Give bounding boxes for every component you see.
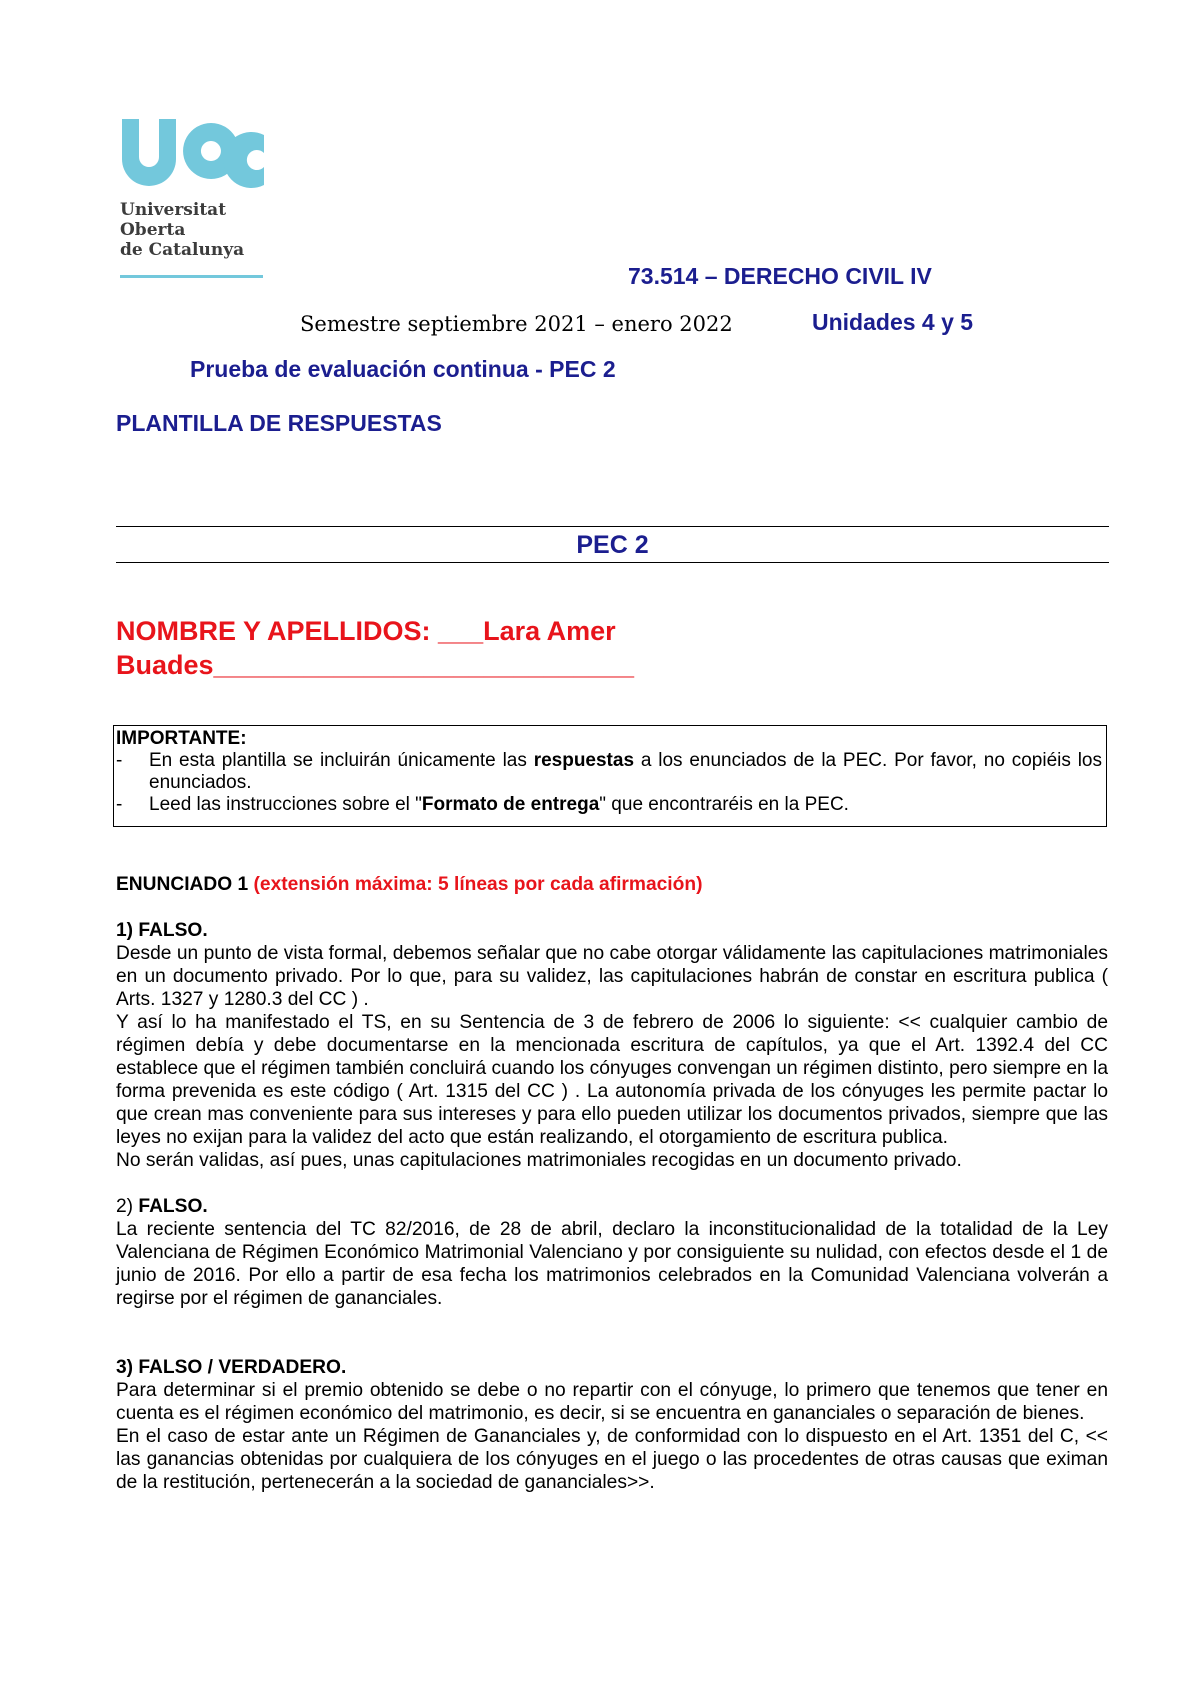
item2-text-post: " que encontraréis en la PEC. bbox=[599, 794, 849, 815]
enunciado-note: (extensión máxima: 5 líneas por cada afirmación) bbox=[253, 874, 703, 895]
important-item-2 bbox=[116, 794, 1102, 816]
uoc-logo-mark bbox=[118, 115, 268, 285]
logo-line2: Oberta bbox=[120, 220, 186, 240]
uoc-logo bbox=[118, 115, 268, 285]
answer-2-number: 2) bbox=[116, 1196, 139, 1217]
bullet-dash: - bbox=[116, 794, 123, 815]
answer-2-title bbox=[116, 1195, 1108, 1218]
divider-top bbox=[116, 526, 1109, 527]
answers-content bbox=[116, 873, 1108, 1494]
item1-text-post: a los enunciados de la PEC. Por favor, no copiéis los enunciados. bbox=[149, 750, 1102, 793]
answer-2-verdict: FALSO. bbox=[138, 1196, 208, 1217]
answer-1-title: 1) FALSO. bbox=[116, 920, 208, 941]
enunciado-heading bbox=[116, 873, 1108, 896]
answer-1-paragraph-1: Desde un punto de vista formal, debemos señalar que no cabe otorgar válidamente las capitulaciones matrimoniales en un documento privado. Por lo que, para su validez, las capitulaciones habrán de constar en escritura publica ( Arts. 1327 y 1280.3 del CC ) . bbox=[116, 943, 1108, 1010]
item1-text-pre: En esta plantilla se incluirán únicamente las bbox=[149, 750, 534, 771]
important-item-1 bbox=[116, 750, 1102, 794]
divider-bottom bbox=[116, 562, 1109, 563]
bullet-dash: - bbox=[116, 750, 123, 771]
item2-text-bold: Formato de entrega bbox=[421, 794, 600, 815]
course-title: 73.514 – DERECHO CIVIL IV bbox=[628, 263, 932, 289]
test-title: Prueba de evaluación continua - PEC 2 bbox=[190, 356, 616, 382]
logo-line1: Universitat bbox=[120, 200, 227, 220]
answer-3-paragraph-2: En el caso de estar ante un Régimen de Gananciales y, de conformidad con lo dispuesto en el Art. 1351 del C, << las ganancias obtenidas por cualquiera de los cónyuges en el juego o las procedentes de otras causas que eximan de la restitución, pertenecerán a la sociedad de gananciales>>. bbox=[116, 1426, 1108, 1493]
answer-1-paragraph-3: No serán validas, así pues, unas capitulaciones matrimoniales recogidas en un documento privado. bbox=[116, 1150, 962, 1171]
student-name bbox=[116, 614, 634, 682]
item1-text-bold: respuestas bbox=[533, 750, 635, 771]
student-name-line1: NOMBRE Y APELLIDOS: ___Lara Amer bbox=[116, 616, 616, 646]
answer-1-paragraph-2: Y así lo ha manifestado el TS, en su Sentencia de 3 de febrero de 2006 lo siguiente: << cualquier cambio de régimen debía y debe documentarse en la mencionada escritura de capítulos, ya que el Art. 1392.4 del CC establece que el régimen también concluirá cuando los cónyuges convengan un régimen distinto, pero siempre en la forma prevenida es este código ( Art. 1315 del CC ) . La autonomía privada de los cónyuges les permite pactar lo que crean mas conveniente para sus intereses y para ello pueden utilizar los documentos privados, siempre que las leyes no exijan para la validez del acto que están realizando, el otorgamiento de escritura publica. bbox=[116, 1012, 1108, 1148]
pec-title: PEC 2 bbox=[576, 531, 649, 559]
answer-2-paragraph-1: La reciente sentencia del TC 82/2016, de 28 de abril, declaro la inconstitucionalidad de la totalidad de la Ley Valenciana de Régimen Económico Matrimonial Valenciano y por consiguiente su nulidad, con efectos desde el 1 de junio de 2016. Por ello a partir de esa fecha los matrimonios celebrados en la Comunidad Valenciana volverán a regirse por el régimen de gananciales. bbox=[116, 1219, 1108, 1309]
logo-line3: de Catalunya bbox=[120, 240, 245, 260]
item2-text-pre: Leed las instrucciones sobre el " bbox=[149, 794, 422, 815]
units-label: Unidades 4 y 5 bbox=[812, 309, 974, 335]
important-heading: IMPORTANTE: bbox=[116, 728, 247, 749]
semester-label: Semestre septiembre 2021 – enero 2022 bbox=[300, 312, 733, 336]
template-title: PLANTILLA DE RESPUESTAS bbox=[116, 410, 442, 436]
student-name-line2: Buades____________________________ bbox=[116, 650, 634, 680]
answer-3-title: 3) FALSO / VERDADERO. bbox=[116, 1357, 347, 1378]
enunciado-label: ENUNCIADO 1 bbox=[116, 874, 254, 895]
answer-3-paragraph-1: Para determinar si el premio obtenido se debe o no repartir con el cónyuge, lo primero que tenemos que tener en cuenta es el régimen económico del matrimonio, es decir, si se encuentra en gananciales o separación de bienes. bbox=[116, 1380, 1108, 1424]
important-box bbox=[113, 725, 1107, 827]
